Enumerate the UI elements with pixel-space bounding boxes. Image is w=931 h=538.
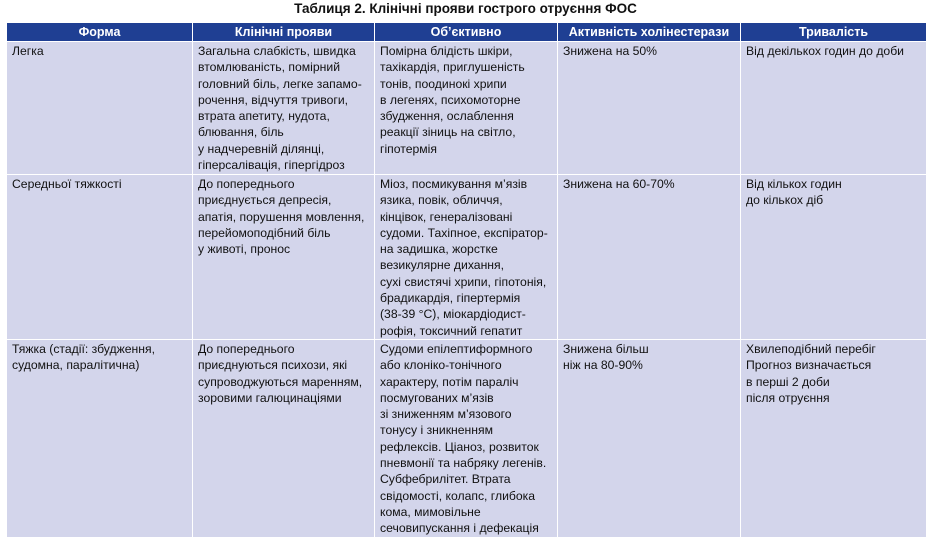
table-row [7, 42, 927, 175]
cell-duration: Від кількох годин до кількох діб [741, 175, 927, 340]
table-header-row [7, 23, 927, 42]
cell-cholinesterase: Знижена більш ніж на 80-90% [558, 340, 741, 538]
table-caption: Таблиця 2. Клінічні прояви гострого отруєння ФОС [294, 1, 637, 16]
cell-clinical: До попереднього приєднується депресія, апатія, порушення мовлення, перейомоподібний біль у животі, пронос [193, 175, 375, 340]
header-clinical: Клінічні прояви [193, 23, 375, 42]
table-row [7, 175, 927, 340]
cell-duration: Хвилеподібний перебіг Прогноз визначається в перші 2 доби після отруєння [741, 340, 927, 538]
cell-objective: Судоми епілептиформного або клоніко-тонічного характеру, потім параліч посмугованих м’язів зі зниженням м’язового тонусу і зникненням рефлексів. Ціаноз, розвиток пневмонії та набряку легенів. Субфебрилітет. Втрата свідомості, колапс, глибока кома, мимовільне сечовипускання і дефекація [375, 340, 558, 538]
cell-clinical: До попереднього приєднуються психози, які супроводжуються маренням, зоровими галюцинаціями [193, 340, 375, 538]
cell-objective: Помірна блідість шкіри, тахікардія, приглушеність тонів, поодинокі хрипи в легенях, психомоторне збудження, ослаблення реакції зіниць на світло, гіпотермія [375, 42, 558, 175]
cell-cholinesterase: Знижена на 60-70% [558, 175, 741, 340]
cell-form: Середньої тяжкості [7, 175, 193, 340]
symptoms-table [6, 22, 927, 538]
cell-objective: Міоз, посмикування м’язів язика, повік, обличчя, кінцівок, генералізовані судоми. Тахіпное, експіратор- на задишка, жорстке везикулярне дихання, сухі свистячі хрипи, гіпотонія, брадикардія, гіпертермія (38-39 °С), міокардіодист- рофія, токсичний гепатит [375, 175, 558, 340]
header-cholinesterase: Активність холінестерази [558, 23, 741, 42]
table-row [7, 340, 927, 538]
cell-form: Тяжка (стадії: збудження, судомна, паралітична) [7, 340, 193, 538]
cell-cholinesterase: Знижена на 50% [558, 42, 741, 175]
cell-duration: Від декількох годин до доби [741, 42, 927, 175]
header-duration: Тривалість [741, 23, 927, 42]
cell-form: Легка [7, 42, 193, 175]
cell-clinical: Загальна слабкість, швидка втомлюваність, помірний головний біль, легке запамо- рочення, відчуття тривоги, втрата апетиту, нудота, блювання, біль у надчеревній ділянці, гіперсалівація, гіпергідроз [193, 42, 375, 175]
header-form: Форма [7, 23, 193, 42]
header-objective: Об’єктивно [375, 23, 558, 42]
